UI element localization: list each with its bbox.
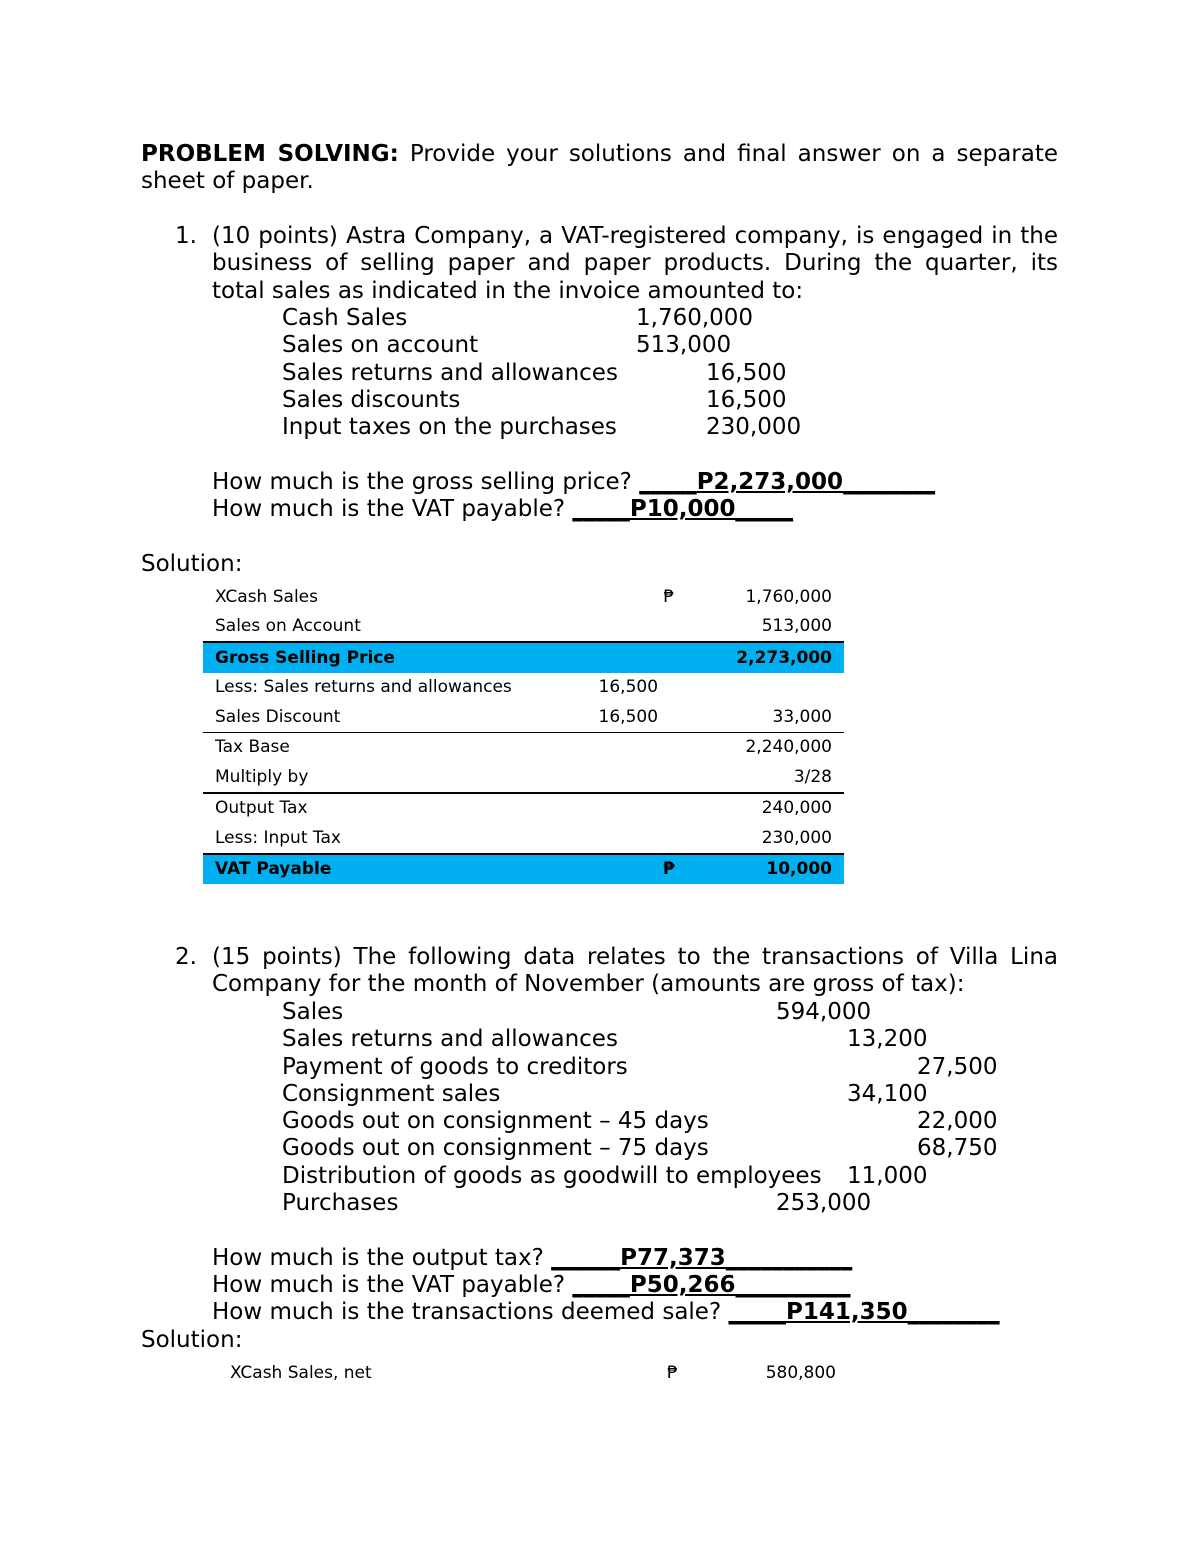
row-mid (575, 1358, 666, 1388)
row-currency (662, 823, 676, 854)
q2-item-value: 13,200 (847, 1026, 928, 1052)
q1-item-label: Sales on account (282, 332, 479, 358)
q2-question-deemed-sale (212, 1299, 1000, 1326)
answer-blank: _____ (572, 1272, 630, 1298)
row-mid (568, 762, 662, 793)
row-value: 2,240,000 (745, 737, 832, 758)
answer-value: P77,373 (620, 1245, 726, 1271)
intro-text: Provide your solutions and final answer on a separate sheet of paper. (141, 141, 1059, 195)
q2-item-label: Sales (282, 999, 344, 1025)
row-label: Less: Input Tax (215, 827, 341, 848)
q2-item-value: 68,750 (917, 1135, 998, 1161)
q1-item-label: Sales returns and allowances (282, 360, 618, 386)
row-mid (568, 642, 662, 673)
table-row (218, 1358, 848, 1388)
row-currency: ₱ (662, 854, 676, 885)
row-label: XCash Sales (215, 586, 318, 607)
intro-paragraph (141, 141, 1058, 196)
q2-solution-table (218, 1358, 848, 1388)
q2-solution-label: Solution: (141, 1327, 243, 1353)
answer-blank: __________ (735, 1272, 851, 1298)
q1-item-value: 16,500 (706, 360, 787, 386)
question-text: How much is the output tax? (212, 1245, 544, 1271)
row-value: 2,273,000 (676, 642, 844, 673)
row-value: 230,000 (761, 827, 832, 848)
row-label: Output Tax (203, 793, 568, 824)
row-value: 580,800 (765, 1362, 836, 1383)
table-row (203, 823, 844, 854)
q1-item-label: Sales discounts (282, 387, 461, 413)
q2-item-label: Payment of goods to creditors (282, 1054, 628, 1080)
q2-item-value: 11,000 (847, 1163, 928, 1189)
answer-value: P141,350 (785, 1299, 908, 1325)
q2-item-label: Goods out on consignment – 45 days (282, 1108, 709, 1134)
row-mid (568, 854, 662, 885)
row-currency: ₱ (667, 1362, 678, 1383)
q2-item-label: Purchases (282, 1190, 399, 1216)
answer-blank: _____ (735, 496, 794, 522)
row-label: XCash Sales, net (230, 1362, 372, 1383)
q2-item-label: Sales returns and allowances (282, 1026, 618, 1052)
q2-text: (15 points) The following data relates to the transactions of Villa Lina Company for the month of November (amounts are gross of tax): (212, 944, 1058, 998)
row-currency (662, 702, 676, 732)
row-value: 240,000 (676, 793, 844, 824)
answer-value: P10,000 (629, 496, 736, 522)
row-mid (568, 793, 662, 824)
row-mid (568, 612, 662, 643)
row-mid (568, 582, 662, 612)
q1-item-value: 16,500 (706, 387, 787, 413)
q1-item-label: Cash Sales (282, 305, 408, 331)
table-row (203, 673, 844, 703)
answer-blank: _____ (728, 1299, 786, 1325)
intro-heading: PROBLEM SOLVING: (141, 141, 399, 167)
answer-blank: _____ (639, 469, 697, 495)
answer-blank: ______ (551, 1245, 621, 1271)
table-row (203, 732, 844, 762)
q2-item-value: 253,000 (776, 1190, 872, 1216)
q1-item-label: Input taxes on the purchases (282, 414, 617, 440)
row-label: Sales Discount (203, 702, 568, 732)
q1-item-value: 230,000 (706, 414, 802, 440)
q2-item-value: 594,000 (776, 999, 872, 1025)
q2-item-label: Consignment sales (282, 1081, 501, 1107)
row-mid: 16,500 (598, 677, 659, 698)
q1-number: 1. (175, 223, 197, 249)
table-row (203, 702, 844, 732)
row-label: VAT Payable (203, 854, 568, 885)
row-label: Gross Selling Price (203, 642, 568, 673)
row-value: 513,000 (761, 616, 832, 637)
q1-question-gsp (212, 469, 935, 496)
row-currency (662, 732, 676, 762)
question-text: How much is the gross selling price? (212, 469, 632, 495)
row-currency (662, 762, 676, 793)
q2-item-value: 27,500 (917, 1054, 998, 1080)
row-label: Tax Base (215, 737, 290, 758)
row-currency (662, 793, 676, 824)
question-text: How much is the VAT payable? (212, 1272, 566, 1298)
row-label: Multiply by (215, 766, 309, 787)
row-value: 10,000 (676, 854, 844, 885)
row-currency (662, 673, 676, 703)
q2-item-value: 34,100 (847, 1081, 928, 1107)
question-text: How much is the transactions deemed sale? (212, 1299, 722, 1325)
q1-solution-label: Solution: (141, 551, 243, 577)
answer-value: P2,273,000 (696, 469, 844, 495)
row-currency: ₱ (663, 586, 675, 607)
q1-text: (10 points) Astra Company, a VAT-registered company, is engaged in the business of selling paper and paper products. During the quarter, its total sales as indicated in the invoice amounted to: (212, 223, 1058, 304)
q1-item-value: 1,760,000 (636, 305, 754, 331)
row-label: Sales on Account (215, 616, 361, 637)
q1-item-value: 513,000 (636, 332, 732, 358)
table-row-highlight (203, 642, 844, 673)
row-mid: 16,500 (568, 702, 662, 732)
row-value: 33,000 (676, 702, 844, 732)
row-mid (568, 823, 662, 854)
row-currency (662, 642, 676, 673)
table-row (203, 762, 844, 793)
answer-blank: ________ (907, 1299, 1000, 1325)
q2-question-vat (212, 1272, 851, 1299)
q2-question-output-tax (212, 1245, 852, 1272)
row-currency (662, 612, 676, 643)
q1-solution-table (203, 582, 844, 884)
row-label: Less: Sales returns and allowances (215, 677, 512, 698)
question-text: How much is the VAT payable? (212, 496, 566, 522)
answer-blank: ________ (843, 469, 936, 495)
row-value: 1,760,000 (745, 586, 832, 607)
q2-number: 2. (175, 944, 197, 970)
table-row (203, 582, 844, 612)
row-mid (568, 732, 662, 762)
answer-blank: _____ (572, 496, 630, 522)
row-value (676, 673, 844, 703)
q2-item-value: 22,000 (917, 1108, 998, 1134)
answer-value: P50,266 (629, 1272, 736, 1298)
table-row-highlight (203, 854, 844, 885)
row-value: 3/28 (793, 766, 832, 787)
q2-item-label: Goods out on consignment – 75 days (282, 1135, 709, 1161)
table-row (203, 612, 844, 643)
q1-question-vat (212, 496, 793, 523)
q2-item-label: Distribution of goods as goodwill to employees (282, 1163, 822, 1189)
table-row (203, 793, 844, 824)
answer-blank: ___________ (725, 1245, 853, 1271)
